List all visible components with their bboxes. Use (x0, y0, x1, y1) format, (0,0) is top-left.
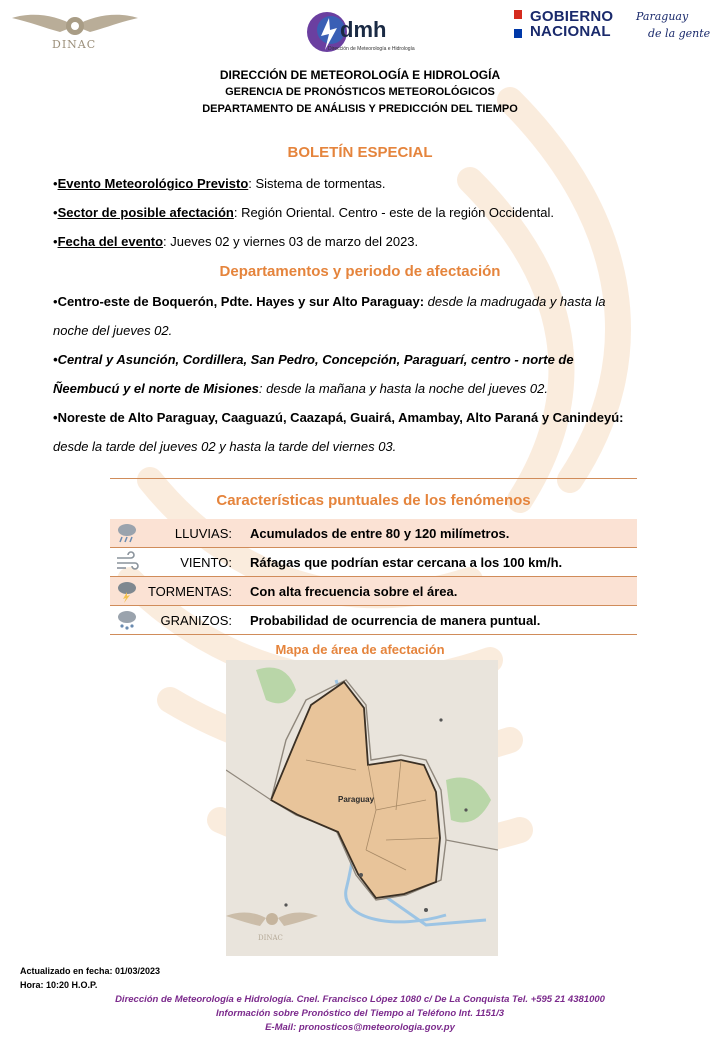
dept-entry-2-region-b: Ñeembucú y el norte de Misiones (53, 381, 259, 396)
map-graphic (226, 660, 498, 956)
institution-name: DIRECCIÓN DE METEOROLOGÍA E HIDROLOGÍA (219, 68, 501, 82)
rain-label: LLUVIAS: (174, 526, 232, 541)
updated-date: Actualizado en fecha: 01/03/2023 (20, 966, 161, 976)
management-name: GERENCIA DE PRONÓSTICOS METEOROLÓGICOS (225, 86, 495, 98)
characteristics-title: Características puntuales de los fenómenos (216, 492, 531, 509)
rain-value: Acumulados de entre 80 y 120 milímetros. (250, 526, 510, 541)
dept-entry-1-period-b: noche del jueves 02. (53, 323, 173, 338)
dmh-logo-name: dmh (340, 17, 387, 42)
dept-entry-2-period: : desde la mañana y hasta la noche del jueves 02. (258, 381, 548, 396)
storm-label: TORMENTAS: (147, 584, 232, 599)
sector-line: •Sector de posible afectación: Región Oriental. Centro - este de la región Occidental. (53, 205, 554, 220)
sector-text: : Región Oriental. Centro - este de la región Occidental. (233, 205, 554, 220)
dept-entry-1-region: Centro-este de Boquerón, Pdte. Hayes y sur Alto Paraguay: (57, 294, 425, 309)
hail-label: GRANIZOS: (160, 613, 232, 628)
contact-address: Dirección de Meteorología e Hidrología. Cnel. Francisco López 1080 c/ De La Conquista Tel. +595 21 4381000 (115, 994, 605, 1005)
dept-entry-3-line1: •Noreste de Alto Paraguay, Caaguazú, Caazapá, Guairá, Amambay, Alto Paraná y Canindeyú: (53, 410, 624, 425)
gobierno-logo-line2: NACIONAL (530, 23, 611, 40)
map-title: Mapa de área de afectación (275, 642, 445, 657)
contact-phone: Información sobre Pronóstico del Tiempo al Teléfono Int. 1151/3 (215, 1008, 505, 1019)
contact-email: E-Mail: pronosticos@meteorologia.gov.py (265, 1022, 455, 1033)
department-name: DEPARTAMENTO DE ANÁLISIS Y PREDICCIÓN DEL TIEMPO (202, 103, 518, 115)
map-country-label: Paraguay (338, 795, 375, 804)
date-label: Fecha del evento (57, 234, 164, 249)
dept-entry-1-line1: •Centro-este de Boquerón, Pdte. Hayes y sur Alto Paraguay: desde la madrugada y hasta la (53, 294, 606, 309)
departments-title: Departamentos y periodo de afectación (219, 263, 501, 280)
char-row-storm (110, 577, 637, 606)
dept-entry-1-period-a: desde la madrugada y hasta la (424, 294, 606, 309)
affected-area-map (226, 660, 498, 956)
map-dinac-watermark-text: DINAC (258, 934, 283, 942)
slogan-line1: Paraguay (636, 10, 689, 23)
updated-time: Hora: 10:20 H.O.P. (20, 980, 98, 990)
event-label: Evento Meteorológico Previsto (57, 176, 249, 191)
paraguay-flag-icon (514, 10, 522, 38)
date-text: : Jueves 02 y viernes 03 de marzo del 2023. (163, 234, 419, 249)
wind-value: Ráfagas que podrían estar cercana a los 100 km/h. (250, 555, 563, 570)
slogan-line2: de la gente (648, 27, 711, 40)
dept-entry-3-region: Noreste de Alto Paraguay, Caaguazú, Caazapá, Guairá, Amambay, Alto Paraná y Canindeyú: (57, 410, 624, 425)
wind-label: VIENTO: (180, 555, 232, 570)
hail-value: Probabilidad de ocurrencia de manera puntual. (250, 613, 541, 628)
dmh-logo-subtitle: Dirección de Meteorología e Hidrología (328, 46, 415, 52)
event-text: : Sistema de tormentas. (248, 176, 386, 191)
date-line: •Fecha del evento: Jueves 02 y viernes 03 de marzo del 2023. (53, 234, 419, 249)
char-row-wind (110, 548, 637, 577)
dept-entry-2-line1: •Central y Asunción, Cordillera, San Pedro, Concepción, Paraguarí, centro - norte de (53, 352, 574, 367)
bulletin-title: BOLETÍN ESPECIAL (287, 144, 433, 161)
char-row-hail (110, 606, 637, 635)
sector-label: Sector de posible afectación (57, 205, 234, 220)
gobierno-logo-line1: GOBIERNO (530, 8, 614, 25)
dept-entry-3-period: desde la tarde del jueves 02 y hasta la tarde del viernes 03. (53, 439, 397, 454)
dept-entry-2-line2 (53, 381, 693, 396)
dinac-logo-text: DINAC (52, 38, 97, 51)
dept-entry-2-region-a: Central y Asunción, Cordillera, San Pedro, Concepción, Paraguarí, centro - norte de (57, 352, 574, 367)
characteristics-divider (110, 478, 637, 479)
char-row-rain (110, 519, 637, 548)
storm-value: Con alta frecuencia sobre el área. (250, 584, 458, 599)
event-line: •Evento Meteorológico Previsto: Sistema de tormentas. (53, 176, 386, 191)
